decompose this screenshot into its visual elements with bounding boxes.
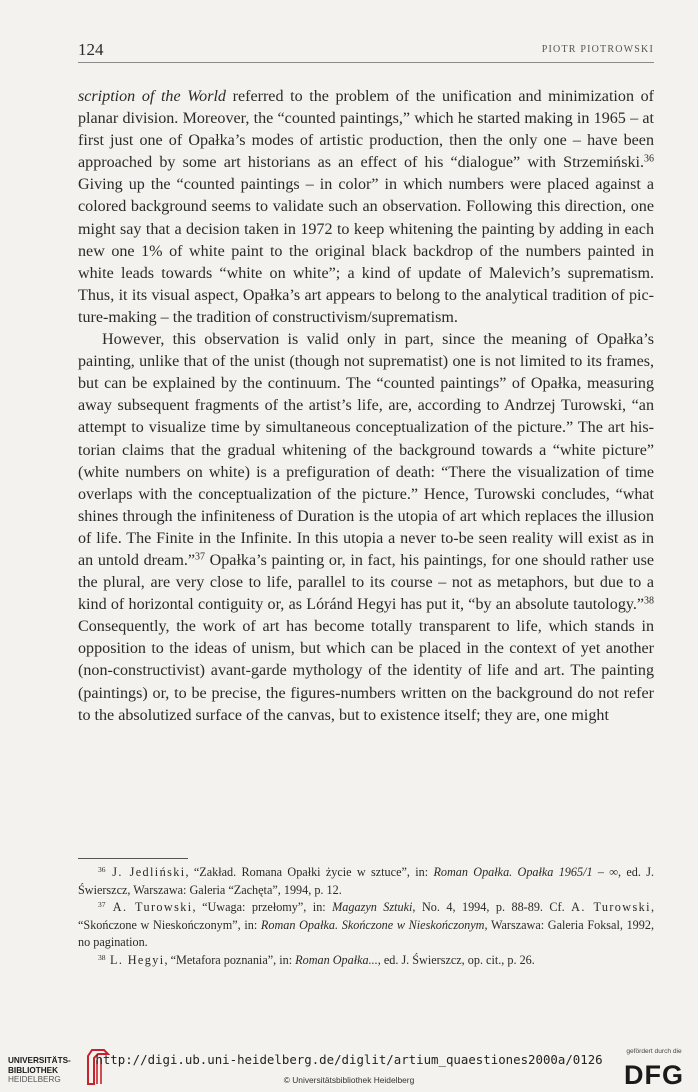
- footnote-italic: Roman Opałka. Opałka 1965/1 – ∞: [433, 865, 618, 879]
- paragraph-1: [78, 86, 654, 329]
- library-name-line: BIBLIOTHEK: [8, 1065, 59, 1075]
- copyright-notice: © Universitätsbibliothek Heidelberg: [283, 1075, 415, 1085]
- footnote-text: , “Zakład. Romana Opałki życie w sztuce”, in:: [185, 865, 434, 879]
- footnote-text: , “Metafora poznania”, in:: [164, 952, 296, 967]
- footnote-author: A. Turowski: [105, 900, 193, 915]
- text-run: Giving up the “counted paintings – in color” in which numbers were placed against a colored background seems to validate such an observation. Following this direction, one might say that a decision taken in 1972 to keep whitening the painting by adding in each new one 1% of white paint to the original black backdrop of the numbers painted in white leads towards “white on white”; a kind of update of Malevich’s suprematism. Thus, it its visual aspect, Opałka’s art appears to belong to the analytical tradition of picture-making – the tradition of constructivism/suprematism.: [78, 176, 654, 326]
- page-header: [78, 40, 654, 63]
- library-name-line: UNIVERSITÄTS-: [8, 1056, 71, 1065]
- dfg-caption: gefördert durch die: [626, 1048, 682, 1055]
- dfg-logo-text: DFG: [624, 1060, 684, 1088]
- footnote-ref-36[interactable]: 36: [644, 153, 654, 165]
- footnote-38: [78, 952, 654, 970]
- footnote-36: [78, 864, 654, 899]
- text-run: Consequently, the work of art has become totally transparent to life, which stands in opposition to the ideas of unism, but which can be placed in the context of yet another (non-constructivist) avant-garde mythology of the identity of life and art. The painting (paintings) or, to be precise, the figures-numbers written on the background do not refer to the absolutized surface of the canvas, but to existence itself; they are, one might: [78, 618, 654, 724]
- footnote-text: , “Uwaga: przełomy”, in:: [192, 900, 333, 915]
- italic-title: scription of the World: [78, 88, 226, 105]
- footnote-number: 37: [98, 900, 106, 910]
- digitization-footer: [0, 1038, 698, 1092]
- footnote-text: , No. 4, 1994, p. 88-89. Cf.: [412, 900, 572, 915]
- text-run: However, this observation is valid only in part, since the meaning of Opałka’s painting, unlike that of the unist (though not suprematist) one is not limited to its frames, but can be explained by the continuum. The “counted paintings” of Opałka, measuring away subsequent fragments of the artist’s life, are, according to Andrzej Turowski, “an attempt to visualize time by simultaneous conceptualization of the picture.” The art historian claims that the gradual whitening of the background towards a “white picture” (white numbers on white) is a prefiguration of death: “There the visualization of time overlaps with the conceptualization of the picture.” Hence, Turowski concludes, “what shines through the infiniteness of Duration is the utopia of art which replaces the illusion of life. The Finite in the Infinite. In this utopia a never to-be seen reality will exist as in an untold dream.”: [78, 331, 654, 569]
- footnote-37: [78, 899, 654, 952]
- paragraph-2: [78, 329, 654, 727]
- footnote-number: 36: [98, 864, 106, 874]
- footnote-ref-38[interactable]: 38: [644, 595, 654, 607]
- text-run: Opałka’s painting or, in fact, his paintings, for one should rather use the plural, are very close to life, parallel to its course – not as metaphors, but due to a kind of horizontal contiguity or, as Lóránd Hegyi has put it, “by an absolute tautology.”: [78, 551, 654, 614]
- dfg-wordmark-icon: [620, 1060, 688, 1088]
- footnote-number: 38: [98, 952, 106, 962]
- footnote-text: , “Skończone w Nieskończonym”, in:: [78, 900, 654, 932]
- footnote-text: , ed. J. Świerszcz, op. cit., p. 26.: [377, 952, 535, 967]
- source-url-link[interactable]: http://digi.ub.uni-heidelberg.de/diglit/artium_quaestiones2000a/0126: [95, 1052, 603, 1067]
- footnote-author: A. Turowski: [571, 900, 651, 915]
- footnote-text: , ed. J. Świerszcz, Warszawa: Galeria “Zachęta”, 1994, p. 12.: [78, 865, 654, 897]
- footnote-ref-37[interactable]: 37: [195, 551, 205, 563]
- footnote-italic: Roman Opałka...: [295, 952, 378, 967]
- footnote-italic: Magazyn Sztuki: [332, 900, 413, 915]
- running-head: PIOTR PIOTROWSKI: [541, 44, 654, 55]
- page-number: 124: [78, 40, 104, 59]
- library-name-line: HEIDELBERG: [8, 1075, 61, 1085]
- dfg-logo[interactable]: [620, 1048, 692, 1090]
- text-run: referred to the problem of the unification and minimization of planar division. Moreover, the “counted paintings,” which he started making in 1965 – at first just one of Opałka’s modes of artistic production, then the only one – have been approached by some art historians as an effect of his “dialogue” with Strzemiński.: [78, 88, 654, 172]
- body-text: [78, 86, 654, 727]
- footnote-divider: [78, 858, 188, 859]
- footnote-italic: Roman Opałka. Skończone w Nieskończonym: [260, 917, 485, 932]
- footnote-author: L. Hegyi: [105, 952, 165, 967]
- footnote-author: J. Jedliński: [105, 865, 186, 879]
- footnotes: [78, 864, 654, 970]
- footnote-text: , Warszawa: Galeria Foksal, 1992, no pagination.: [78, 917, 654, 950]
